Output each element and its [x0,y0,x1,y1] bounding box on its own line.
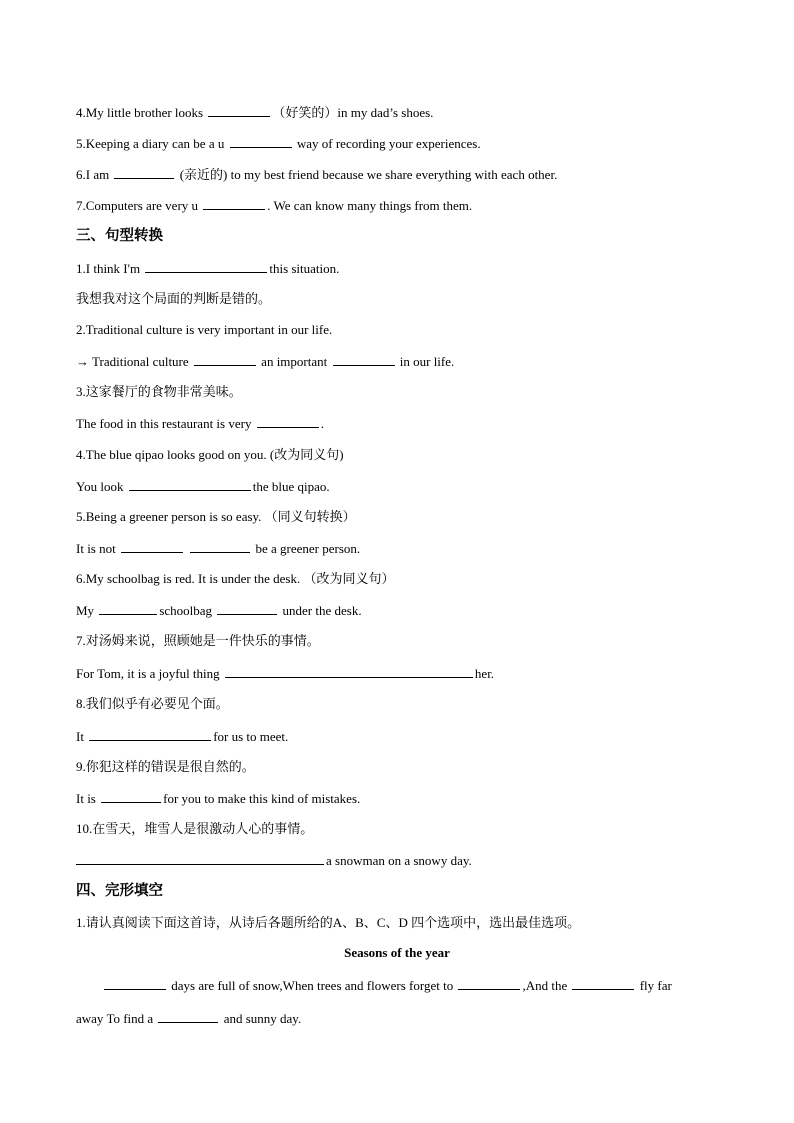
answer-blank[interactable] [190,539,250,553]
answer-blank[interactable] [257,414,319,428]
line-text-mid: schoolbag [159,603,216,618]
p3-line-14 [76,664,494,683]
line-text: My [76,603,98,618]
q5-text: 5.Keeping a diary can be a u [76,136,228,151]
line-text: For Tom, it is a joyful thing [76,666,223,681]
q7-text-after: . We can know many things from them. [267,198,473,213]
answer-blank[interactable] [333,352,395,366]
p3-line-9: 5.Being a greener person is so easy. （同义句转换） [76,509,356,524]
answer-blank[interactable] [572,976,634,990]
q7-text: 7.Computers are very u [76,198,202,213]
line-text-after: be a greener person. [252,541,361,556]
q6-text-after: (亲近的) to my best friend because we share everything with each other. [176,167,558,182]
answer-blank[interactable] [89,727,211,741]
answer-blank[interactable] [129,477,251,491]
p3-line-18 [76,789,360,808]
cloze-instruction: 1.请认真阅读下面这首诗，从诗后各题所给的A、B、C、D 四个选项中，选出最佳选项。 [76,915,581,930]
p3-line-16 [76,727,288,746]
line-text-after: her. [474,666,495,681]
answer-blank[interactable] [217,601,277,615]
line-text-after: for you to make this kind of mistakes. [163,791,361,806]
line-text: The food in this restaurant is very [76,416,255,431]
poem-text: days are full of snow,When trees and flowers forget to [168,978,457,993]
answer-blank[interactable] [158,1009,218,1023]
line-text-after: the blue qipao. [252,479,330,494]
line-text: It is [76,791,100,806]
line-text: You look [76,479,127,494]
line-text-after: . [320,416,324,431]
section-heading-sentence-transform: 三、句型转换 [76,228,163,244]
q4-text-after: （好笑的）in my dad’s shoes. [272,105,434,120]
answer-blank[interactable] [104,976,166,990]
poem-text: and sunny day. [220,1011,302,1026]
answer-blank[interactable] [230,134,292,148]
p3-line-4 [76,352,454,371]
p3-line-12 [76,601,362,620]
question-5 [76,134,481,153]
answer-blank[interactable] [99,601,157,615]
p3-line-3: 2.Traditional culture is very important in our life. [76,322,333,337]
answer-blank[interactable] [101,789,161,803]
p3-line-15: 8.我们似乎有必要见个面。 [76,696,229,711]
q5-text-after: way of recording your experiences. [293,136,481,151]
line-text-after: in our life. [396,354,455,369]
p3-line-19: 10.在雪天，堆雪人是很激动人心的事情。 [76,821,314,836]
line-text: It [76,729,88,744]
p3-line-11: 6.My schoolbag is red. It is under the desk. （改为同义句） [76,571,395,586]
answer-blank[interactable] [203,196,265,210]
question-4 [76,103,433,122]
answer-blank[interactable] [225,664,473,678]
poem-text: fly far [636,978,672,993]
answer-blank[interactable] [145,259,267,273]
line-text-mid: an important [257,354,331,369]
line-text-after: under the desk. [279,603,362,618]
section-heading-cloze: 四、完形填空 [76,883,163,899]
poem-line-1 [104,976,672,995]
p3-line-5: 3.这家餐厅的食物非常美味。 [76,384,242,399]
poem-text: away To find a [76,1011,157,1026]
answer-blank[interactable] [208,103,270,117]
p3-line-2: 我想我对这个局面的判断是错的。 [76,291,272,306]
p3-line-20 [76,851,472,870]
line-text: It is not [76,541,119,556]
p3-line-17: 9.你犯这样的错误是很自然的。 [76,759,255,774]
line-text: → Traditional culture [76,354,192,369]
p3-line-1 [76,259,339,278]
p3-line-8 [76,477,330,496]
q6-text: 6.I am [76,167,113,182]
line-text: 1.I think I'm [76,261,144,276]
question-6 [76,165,557,184]
answer-blank[interactable] [121,539,183,553]
answer-blank[interactable] [114,165,174,179]
p3-line-6 [76,414,324,433]
p3-line-10 [76,539,360,558]
line-text-after: this situation. [269,261,340,276]
p3-line-13: 7.对汤姆来说，照顾她是一件快乐的事情。 [76,633,320,648]
poem-title: Seasons of the year [344,945,450,960]
p3-line-7: 4.The blue qipao looks good on you. (改为同义句) [76,447,344,462]
question-7 [76,196,472,215]
poem-line-2 [76,1009,301,1028]
q4-text: 4.My little brother looks [76,105,207,120]
poem-text: ,And the [522,978,571,993]
answer-blank[interactable] [76,851,324,865]
answer-blank[interactable] [458,976,520,990]
line-text-after: for us to meet. [213,729,289,744]
line-text-after: a snowman on a snowy day. [326,853,472,868]
answer-blank[interactable] [194,352,256,366]
